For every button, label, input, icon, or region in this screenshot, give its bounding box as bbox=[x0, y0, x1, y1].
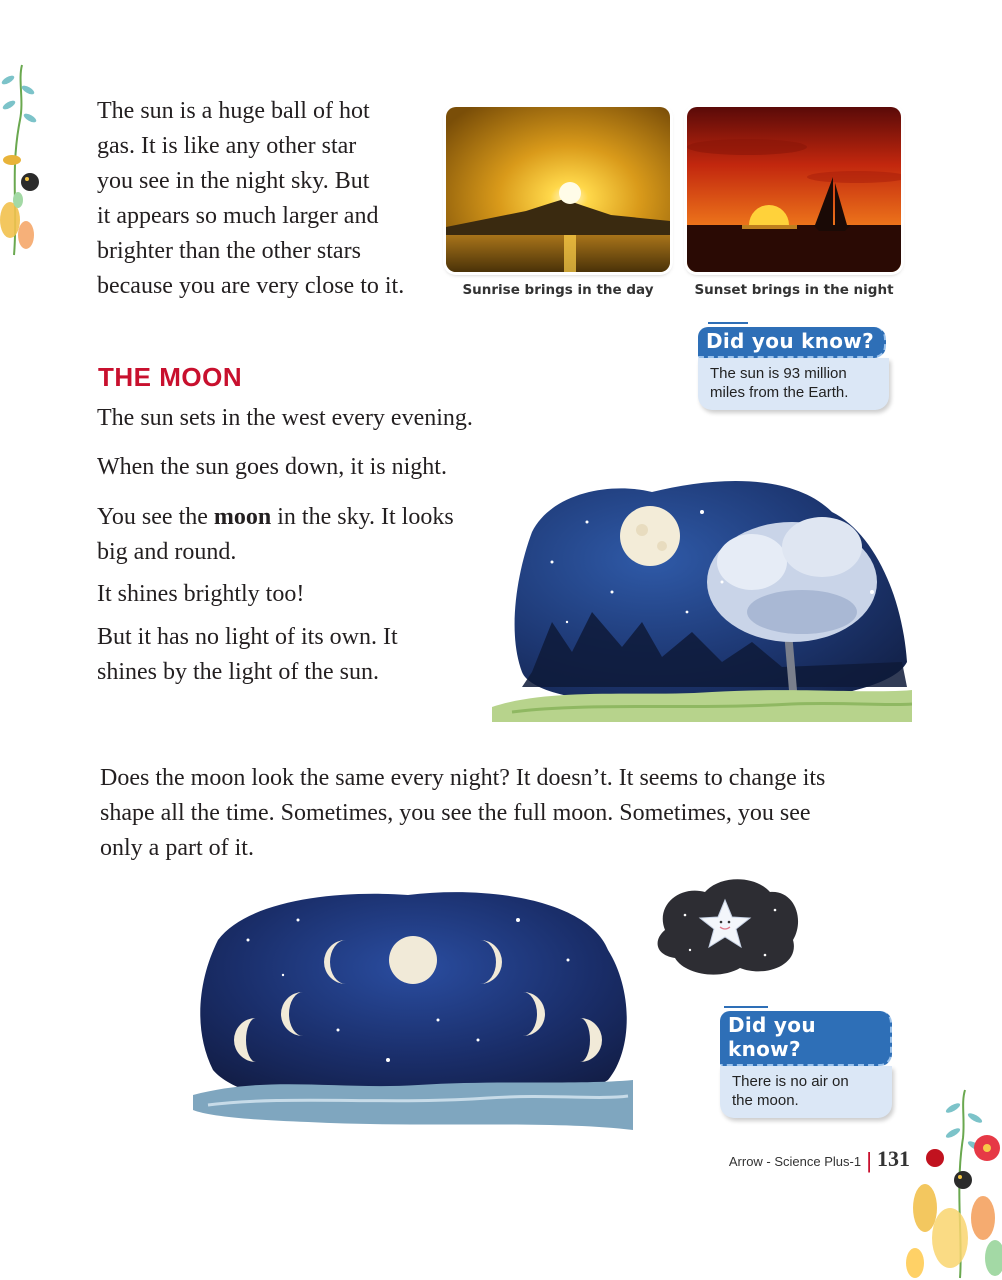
page-number: 131 bbox=[877, 1146, 910, 1171]
fact-line: The sun is 93 million bbox=[710, 365, 847, 382]
moon-para-2: When the sun goes down, it is night. bbox=[97, 454, 447, 480]
fact-title: Did you know? bbox=[720, 1011, 892, 1066]
moon-para-1: The sun sets in the west every evening. bbox=[97, 405, 473, 431]
moon-para-3-line2: big and round. bbox=[97, 539, 237, 565]
star-cloud-illustration bbox=[645, 870, 805, 980]
fact-box-sun bbox=[698, 322, 889, 410]
book-title: Arrow - Science Plus-1 bbox=[728, 1154, 862, 1169]
section-heading-moon: THE MOON bbox=[98, 362, 243, 392]
moon-para-5 bbox=[97, 620, 517, 690]
moon-para-3-post: in the sky. It looks bbox=[271, 504, 454, 530]
phases-line: only a part of it. bbox=[100, 835, 254, 861]
moon-para-5-line2: shines by the light of the sun. bbox=[97, 659, 379, 685]
sunrise-photo bbox=[446, 107, 670, 272]
fact-box-moon bbox=[720, 1006, 892, 1118]
moon-para-3 bbox=[97, 500, 517, 570]
floral-decoration-right bbox=[905, 1088, 1002, 1280]
fact-title-bar bbox=[724, 1006, 768, 1008]
intro-line: you see in the night sky. But bbox=[97, 168, 370, 194]
moon-para-4: It shines brightly too! bbox=[97, 581, 305, 607]
moon-term: moon bbox=[213, 504, 272, 530]
sunset-caption: Sunset brings in the night bbox=[694, 282, 894, 298]
moon-para-3-pre: You see the bbox=[97, 504, 214, 530]
phases-paragraph bbox=[100, 761, 920, 866]
phases-line: Does the moon look the same every night? It doesn’t. It seems to change its bbox=[100, 765, 826, 791]
intro-line: brighter than the other stars bbox=[97, 238, 361, 264]
page-footer bbox=[680, 1146, 910, 1174]
fact-text bbox=[698, 358, 889, 410]
fact-line: miles from the Earth. bbox=[710, 384, 849, 401]
intro-line: because you are very close to it. bbox=[97, 273, 405, 299]
fact-line: the moon. bbox=[732, 1092, 799, 1109]
intro-paragraph bbox=[97, 94, 437, 304]
intro-line: The sun is a huge ball of hot bbox=[97, 98, 370, 124]
phases-line: shape all the time. Sometimes, you see the full moon. Sometimes, you see bbox=[100, 800, 811, 826]
intro-line: gas. It is like any other star bbox=[97, 133, 357, 159]
fact-title: Did you know? bbox=[698, 327, 886, 358]
fact-line: There is no air on bbox=[732, 1073, 849, 1090]
sunrise-caption: Sunrise brings in the day bbox=[462, 282, 654, 298]
sunset-photo bbox=[687, 107, 901, 272]
intro-line: it appears so much larger and bbox=[97, 203, 379, 229]
fact-title-bar bbox=[708, 322, 748, 324]
floral-decoration-left bbox=[0, 60, 40, 260]
moon-para-5-line1: But it has no light of its own. It bbox=[97, 624, 398, 650]
moon-phases-illustration bbox=[188, 880, 638, 1140]
footer-separator: | bbox=[866, 1148, 872, 1173]
fact-text bbox=[720, 1066, 892, 1118]
night-moon-tree-illustration bbox=[492, 472, 912, 722]
